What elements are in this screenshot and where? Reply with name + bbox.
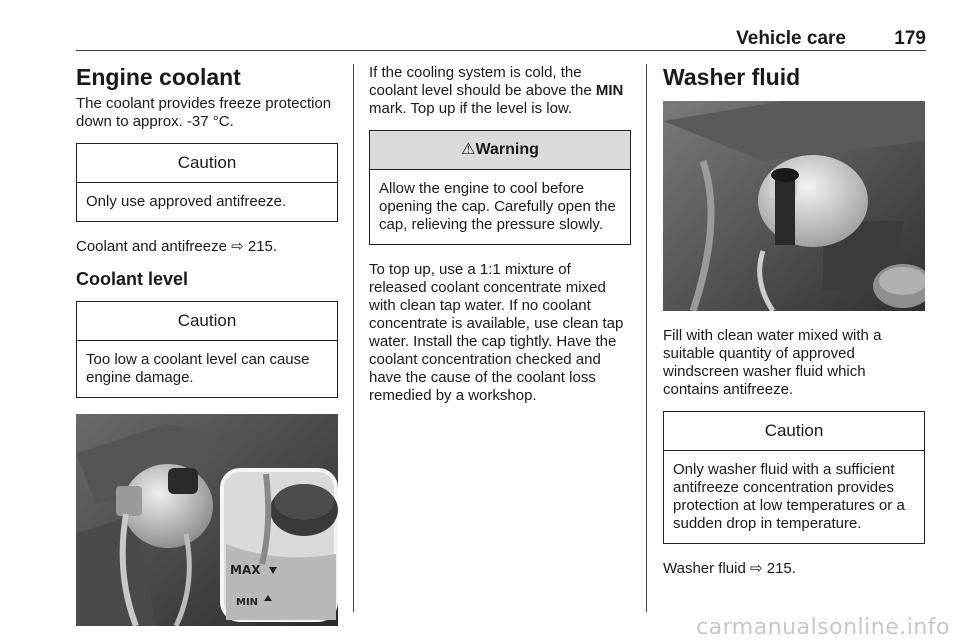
warning-header — [370, 131, 630, 170]
caution-box-antifreeze — [76, 143, 338, 222]
max-mark-label: MAX — [230, 563, 261, 577]
caution-label: Caution — [77, 144, 337, 183]
warning-box — [369, 130, 631, 245]
coolant-reference — [76, 238, 338, 256]
ref-page[interactable]: 215. — [766, 560, 796, 577]
caution-label: Caution — [77, 302, 337, 341]
min-mark-label: MIN — [236, 597, 259, 608]
warning-triangle-icon: ⚠ — [461, 141, 476, 158]
caution-text: Only washer fluid with a sufficient antifreeze concentration provides protection at low temperatures or a sudden drop in temperature. — [673, 461, 905, 532]
page-ref-arrow-icon: ⇨ — [749, 560, 763, 577]
section-title: Vehicle care — [736, 28, 846, 49]
min-keyword: MIN — [595, 82, 624, 99]
column-divider-1 — [353, 64, 354, 612]
watermark: carmanualsonline.info — [696, 615, 950, 640]
column-washer-fluid — [663, 64, 925, 590]
caution-text: Only use approved antifreeze. — [86, 193, 287, 210]
topup-paragraph: To top up, use a 1:1 mixture of released coolant concentrate mixed with clean tap water. If no coolant concentrate is available, use clean tap water. Install the cap tightly. Have the coolant concentration checked and have the cause of the coolant loss remedied by a workshop. — [369, 261, 624, 404]
warning-text: Allow the engine to cool before opening the cap. Carefully open the cap, relieving the pressure slowly. — [379, 180, 616, 233]
cold-system-paragraph — [369, 64, 631, 118]
caution-label: Caution — [664, 412, 924, 451]
page-number: 179 — [894, 28, 926, 49]
ref-text: Coolant and antifreeze — [76, 238, 232, 255]
heading-engine-coolant: Engine coolant — [76, 64, 241, 90]
coolant-intro: The coolant provides freeze protection down to approx. -37 °C. — [76, 95, 332, 130]
washer-reservoir-photo — [663, 101, 925, 311]
column-divider-2 — [646, 64, 647, 612]
heading-coolant-level: Coolant level — [76, 269, 189, 289]
ref-page[interactable]: 215. — [247, 238, 278, 255]
ref-text: Washer fluid — [663, 560, 750, 577]
p1-text-b: mark. Top up if the level is low. — [369, 100, 573, 117]
page-ref-arrow-icon: ⇨ — [231, 238, 244, 255]
p1-text-a: If the cooling system is cold, the coolant level should be above the — [369, 64, 596, 99]
warning-label: Warning — [475, 141, 539, 158]
caution-text: Too low a coolant level can cause engine damage. — [86, 351, 310, 386]
heading-washer-fluid: Washer fluid — [663, 64, 801, 90]
column-coolant-topup — [369, 64, 631, 417]
washer-fill-paragraph: Fill with clean water mixed with a suitable quantity of approved windscreen washer fluid which contains antifreeze. — [663, 327, 882, 398]
caution-box-coolant-level — [76, 301, 338, 398]
washer-reference — [663, 560, 925, 578]
column-engine-coolant — [76, 64, 338, 626]
page-header — [76, 0, 926, 51]
caution-box-washer — [663, 411, 925, 544]
coolant-reservoir-photo — [76, 414, 338, 626]
